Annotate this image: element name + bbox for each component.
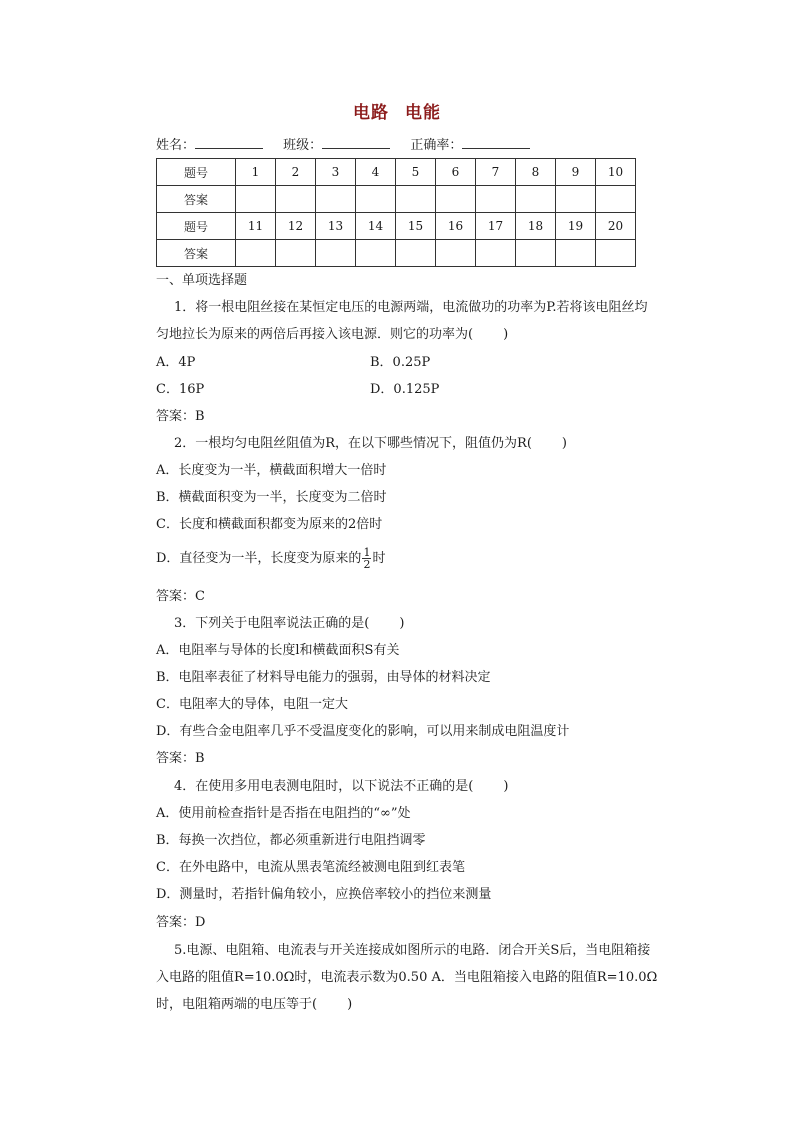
answer-cell[interactable] [596,186,636,213]
answer-table [156,158,636,267]
answer-cell[interactable] [436,240,476,267]
q4-answer: 答案：D [156,915,206,930]
q1-option-a: A．4P [156,355,196,370]
q1-stem-line-2 [156,326,508,344]
question-number-cell: 3 [316,159,356,186]
q3-stem [174,615,404,633]
answer-cell[interactable] [516,186,556,213]
question-number-cell: 15 [396,213,436,240]
student-info [156,134,546,153]
question-number-cell: 1 [236,159,276,186]
q4-option-d: D．测量时，若指针偏角较小，应换倍率较小的挡位来测量 [156,887,492,902]
q4-stem-text: 4．在使用多用电表测电阻时，以下说法不正确的是( [174,779,474,794]
q3-option-c: C．电阻率大的导体，电阻一定大 [156,697,348,712]
q5-line-1: 5.电源、电阻箱、电流表与开关连接成如图所示的电路．闭合开关S后，当电阻箱接 [174,943,651,958]
title-part-2: 电能 [405,103,441,123]
table-header-cell: 答案 [157,240,236,267]
question-number-cell: 19 [556,213,596,240]
answer-cell[interactable] [236,240,276,267]
question-number-cell: 4 [356,159,396,186]
q3-option-a: A．电阻率与导体的长度l和横截面积S有关 [156,643,400,658]
answer-cell[interactable] [356,186,396,213]
answer-cell[interactable] [276,186,316,213]
q2-stem [174,435,567,453]
q5-stem-text: 时，电阻箱两端的电压等于( [156,997,318,1012]
question-number-cell: 10 [596,159,636,186]
q4-option-a: A．使用前检查指针是否指在电阻挡的“∞”处 [156,806,411,821]
section-heading: 一、单项选择题 [156,273,248,288]
q4-option-b: B．每换一次挡位，都必须重新进行电阻挡调零 [156,833,426,848]
q5-line-3 [156,996,352,1014]
table-header-cell: 答案 [157,186,236,213]
answer-cell[interactable] [236,186,276,213]
answer-cell[interactable] [596,240,636,267]
fraction-half [362,547,371,570]
q1-paren-close: ) [503,327,509,342]
question-number-cell: 5 [396,159,436,186]
q4-stem [174,778,508,796]
q3-stem-text: 3．下列关于电阻率说法正确的是( [174,616,370,631]
q2-option-d-suffix: 时 [372,551,386,566]
q2-option-c: C．长度和横截面积都变为原来的2倍时 [156,517,383,532]
title-part-1: 电路 [353,103,389,123]
question-number-cell: 6 [436,159,476,186]
question-number-cell: 7 [476,159,516,186]
question-number-cell: 17 [476,213,516,240]
q1-stem-text: 匀地拉长为原来的两倍后再接入该电源．则它的功率为( [156,327,474,342]
answer-cell[interactable] [396,240,436,267]
q1-option-c: C．16P [156,382,205,397]
answer-cell[interactable] [276,240,316,267]
answer-cell[interactable] [556,240,596,267]
answer-cell[interactable] [556,186,596,213]
question-number-cell: 13 [316,213,356,240]
answer-cell[interactable] [316,186,356,213]
table-header-cell: 题号 [157,213,236,240]
q3-paren-close: ) [399,616,405,631]
q1-option-b: B．0.25P [370,355,431,370]
q5-line-2: 入电路的阻值R=10.0Ω时，电流表示数为0.50 A．当电阻箱接入电路的阻值R=10.0Ω [156,970,658,985]
fraction-numerator: 1 [363,546,371,559]
answer-cell[interactable] [476,240,516,267]
q3-option-d: D．有些合金电阻率几乎不受温度变化的影响，可以用来制成电阻温度计 [156,724,570,739]
name-label: 姓名： [156,138,196,153]
question-number-row-2 [157,213,636,240]
page-title [0,98,794,123]
question-number-cell: 14 [356,213,396,240]
accuracy-blank[interactable] [462,136,530,149]
answer-row-1 [157,186,636,213]
table-header-cell: 题号 [157,159,236,186]
q4-option-c: C．在外电路中，电流从黑表笔流经被测电阻到红表笔 [156,860,465,875]
fraction-denominator: 2 [363,558,371,571]
name-blank[interactable] [195,136,263,149]
q2-stem-text: 2．一根均匀电阻丝阻值为R，在以下哪些情况下，阻值仍为R( [174,436,532,451]
answer-cell[interactable] [436,186,476,213]
q2-paren-close: ) [561,436,567,451]
answer-row-2 [157,240,636,267]
answer-cell[interactable] [396,186,436,213]
q2-option-d [156,547,385,570]
question-number-cell: 20 [596,213,636,240]
question-number-cell: 11 [236,213,276,240]
q1-answer: 答案：B [156,409,205,424]
q3-option-b: B．电阻率表征了材料导电能力的强弱，由导体的材料决定 [156,670,491,685]
q3-answer: 答案：B [156,751,205,766]
accuracy-label: 正确率： [410,138,463,153]
q2-option-a: A．长度变为一半，横截面积增大一倍时 [156,463,387,478]
class-label: 班级： [283,138,323,153]
question-number-cell: 8 [516,159,556,186]
q2-option-d-text: D．直径变为一半，长度变为原来的 [156,551,362,566]
question-number-cell: 18 [516,213,556,240]
question-number-cell: 16 [436,213,476,240]
answer-cell[interactable] [316,240,356,267]
answer-cell[interactable] [516,240,556,267]
q1-option-d: D．0.125P [370,382,440,397]
q5-paren-close: ) [347,997,353,1012]
q2-answer: 答案：C [156,589,205,604]
answer-cell[interactable] [356,240,396,267]
q2-option-b: B．横截面积变为一半，长度变为二倍时 [156,490,387,505]
question-number-cell: 2 [276,159,316,186]
class-blank[interactable] [322,136,390,149]
q4-paren-close: ) [503,779,509,794]
question-number-row-1 [157,159,636,186]
question-number-cell: 9 [556,159,596,186]
q1-stem-line-1: 1．将一根电阻丝接在某恒定电压的电源两端，电流做功的功率为P.若将该电阻丝均 [174,300,648,315]
question-number-cell: 12 [276,213,316,240]
answer-cell[interactable] [476,186,516,213]
